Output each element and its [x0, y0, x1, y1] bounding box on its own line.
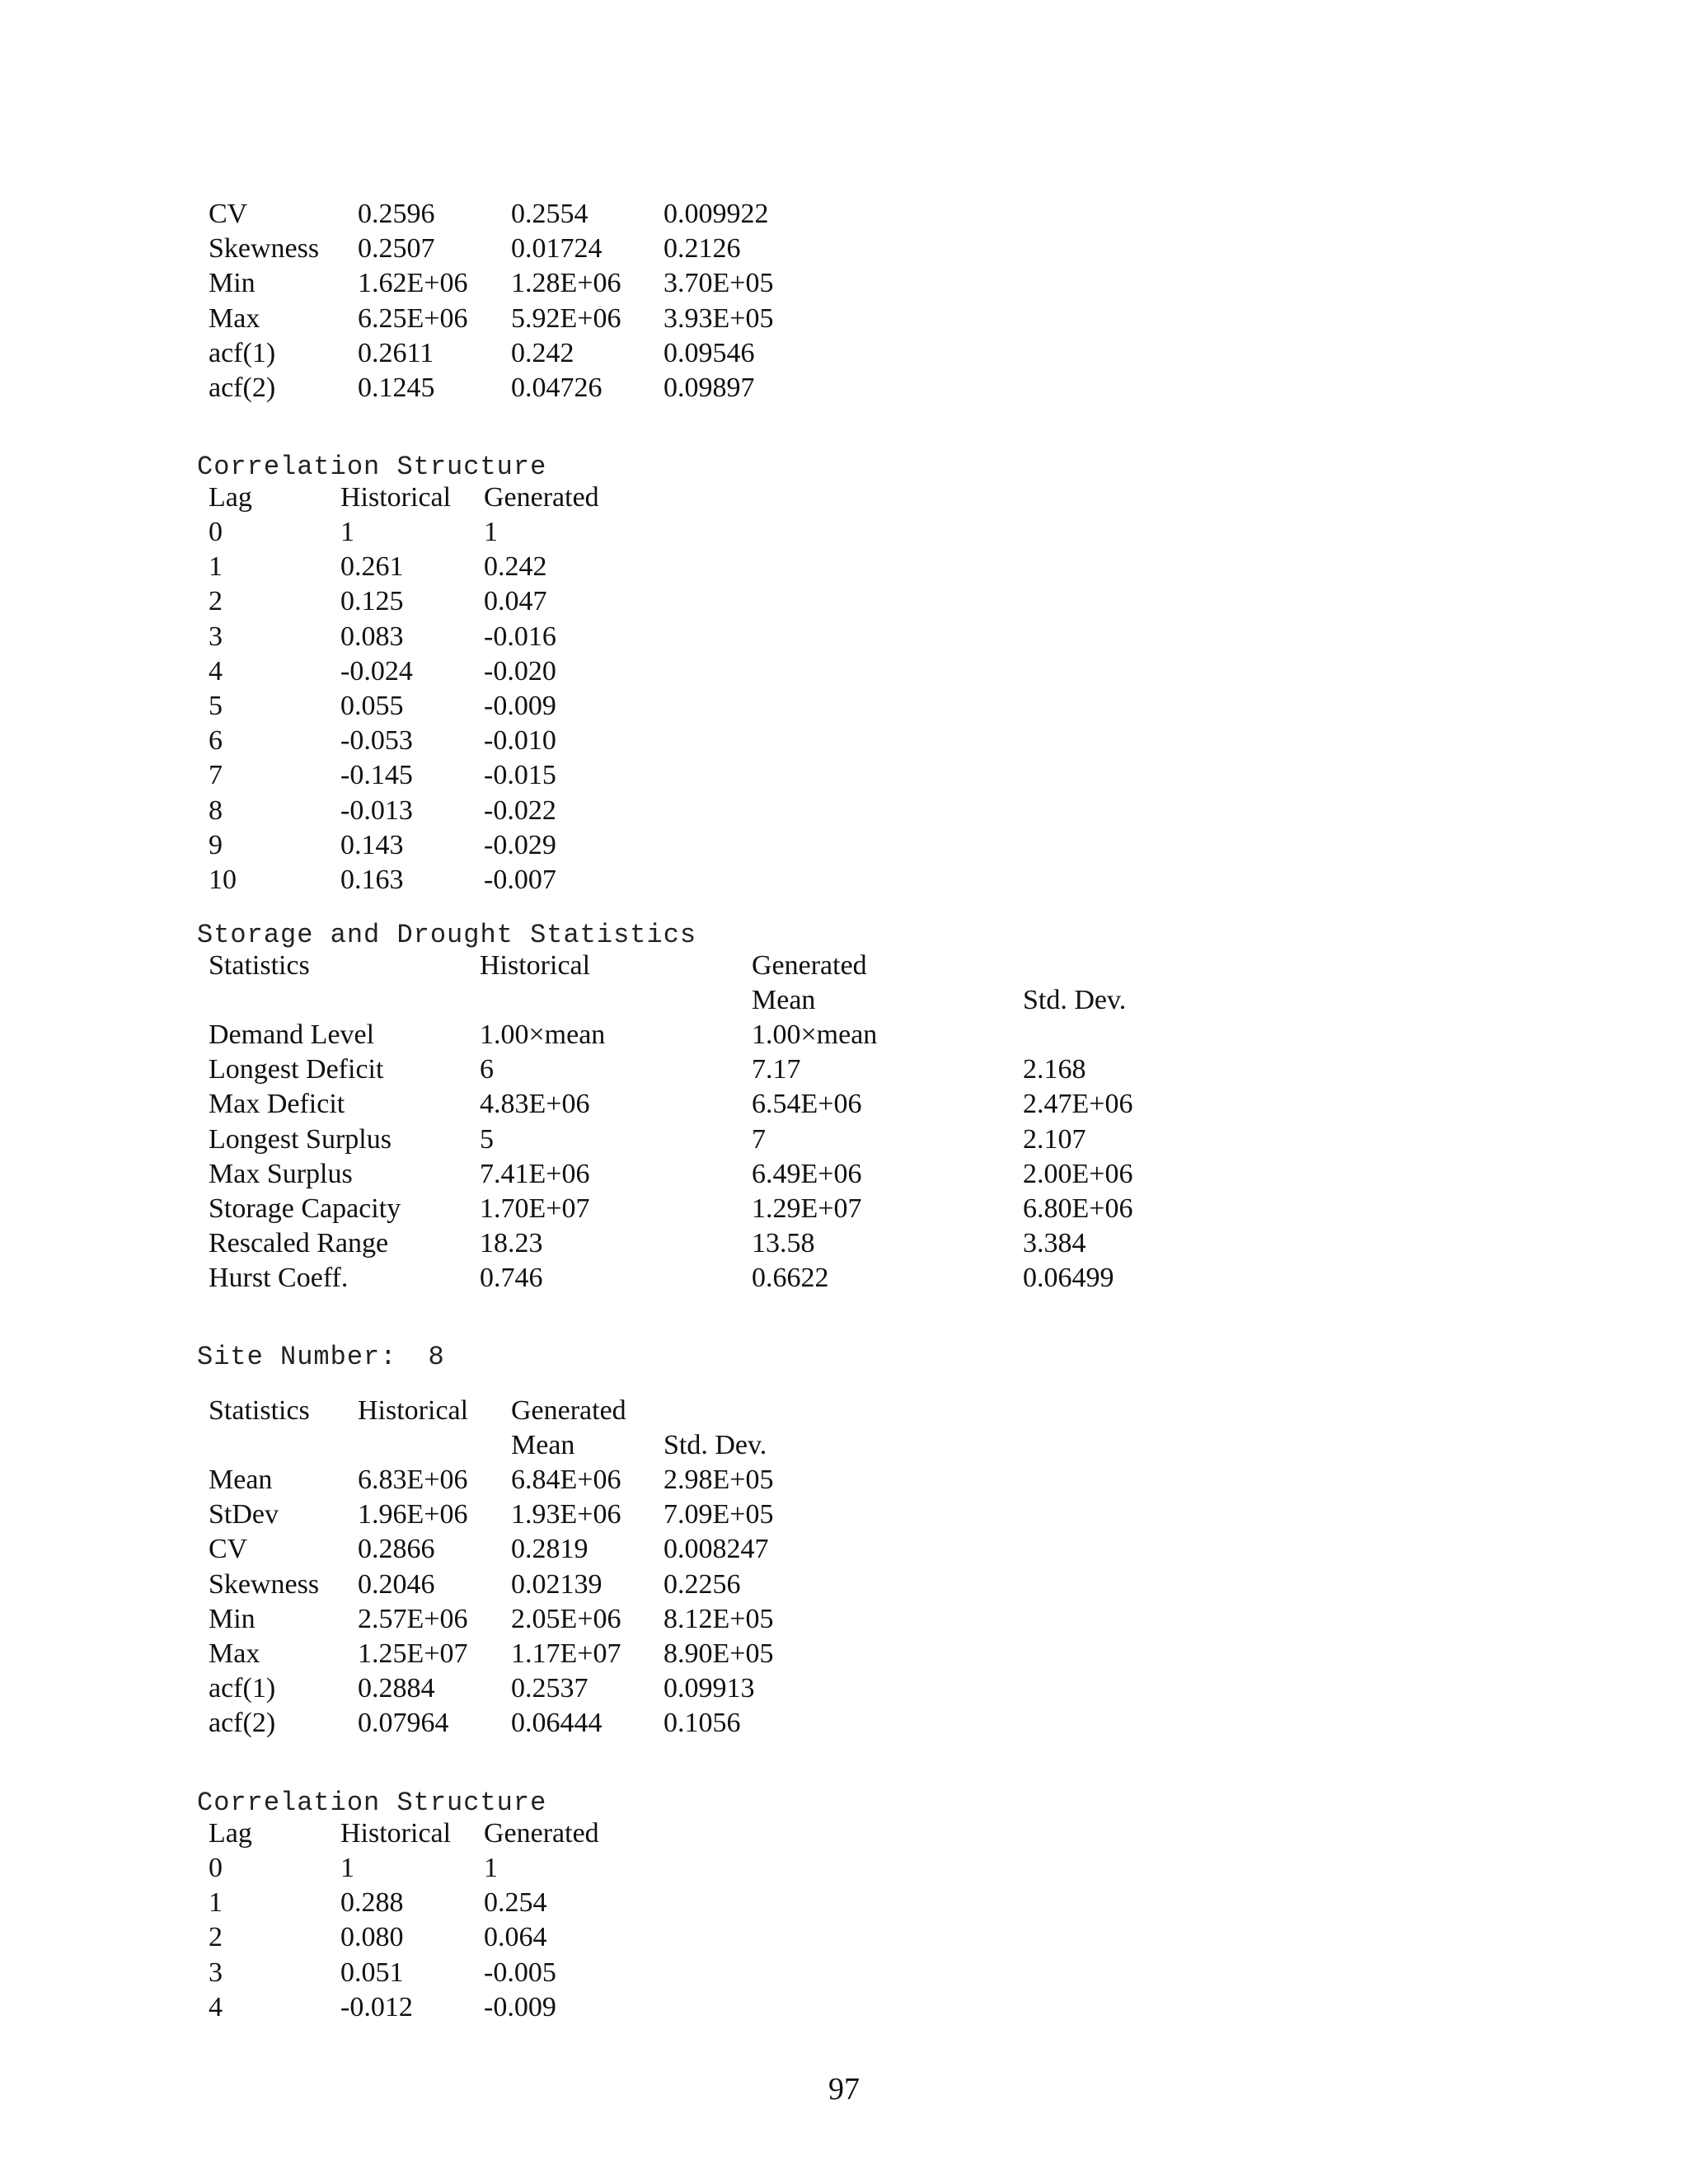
section-title-correlation-structure: Correlation Structure [197, 452, 547, 482]
table-cell: 8.12E+05 [663, 1603, 774, 1634]
table-cell: 0.2884 [358, 1673, 435, 1704]
table-cell: 0.2046 [358, 1568, 435, 1600]
table-cell: 6 [480, 1054, 494, 1085]
section-title-correlation-structure: Correlation Structure [197, 1788, 547, 1818]
table-cell: 4 [209, 655, 223, 687]
table-cell: Max [209, 302, 260, 334]
table-cell: 0.143 [340, 829, 404, 860]
table-cell: -0.015 [484, 760, 556, 791]
table-cell: Mean [511, 1430, 575, 1460]
table-cell: -0.053 [340, 725, 413, 757]
table-cell: 2.98E+05 [663, 1465, 774, 1495]
table-cell: 3 [209, 1957, 223, 1988]
table-cell: Mean [752, 985, 816, 1015]
table-cell: 0.6622 [752, 1263, 829, 1294]
table-cell: 0.288 [340, 1887, 404, 1919]
table-cell: Storage Capacity [209, 1193, 401, 1224]
table-cell: 3 [209, 621, 223, 652]
table-cell: -0.007 [484, 865, 556, 895]
table-cell: 0.080 [340, 1922, 404, 1953]
table-cell: 0.083 [340, 621, 404, 652]
section-title-storage-drought: Storage and Drought Statistics [197, 920, 697, 950]
table-cell: 3.70E+05 [663, 268, 774, 299]
table-cell: -0.013 [340, 794, 413, 826]
table-cell: 5 [209, 691, 223, 721]
table-cell: Skewness [209, 1568, 320, 1600]
table-cell: 6.25E+06 [358, 302, 468, 334]
table-cell: 1 [209, 551, 223, 583]
table-cell: 0.746 [480, 1263, 543, 1294]
table-cell: 0.261 [340, 551, 404, 583]
table-cell: -0.009 [484, 1991, 556, 2022]
table-cell: 0.254 [484, 1887, 547, 1919]
table-cell: Historical [340, 1818, 452, 1849]
table-cell: Mean [209, 1465, 273, 1495]
table-cell: 1.25E+07 [358, 1638, 468, 1669]
table-cell: Demand Level [209, 1019, 375, 1050]
table-cell: 6.84E+06 [511, 1465, 621, 1495]
table-cell: 2.00E+06 [1023, 1158, 1133, 1189]
table-cell: Generated [484, 1818, 599, 1849]
table-cell: Longest Surplus [209, 1123, 392, 1155]
table-cell: -0.145 [340, 760, 413, 791]
table-cell: 5 [480, 1123, 494, 1155]
table-cell: 7.17 [752, 1054, 801, 1085]
table-cell: 0.04726 [511, 373, 603, 403]
table-cell: -0.016 [484, 621, 556, 652]
table-cell: 2.57E+06 [358, 1603, 468, 1634]
table-cell: Rescaled Range [209, 1228, 389, 1259]
table-cell: Historical [480, 950, 591, 981]
table-cell: Std. Dev. [663, 1430, 767, 1460]
table-cell: Min [209, 1603, 256, 1634]
table-cell: 0.1245 [358, 373, 435, 403]
table-cell: 0.2126 [663, 233, 741, 265]
table-cell: 0.09897 [663, 373, 755, 403]
site-number-label: Site Number: [197, 1342, 397, 1372]
table-cell: Lag [209, 482, 252, 513]
table-cell: 1.29E+07 [752, 1193, 862, 1224]
table-cell: 1.70E+07 [480, 1193, 590, 1224]
table-cell: -0.010 [484, 725, 556, 757]
table-cell: 0.2554 [511, 199, 588, 229]
table-cell: Generated [484, 482, 599, 513]
table-cell: 0.06499 [1023, 1263, 1114, 1294]
table-cell: -0.005 [484, 1957, 556, 1988]
table-cell: 0.242 [511, 337, 574, 368]
table-cell: 1.00×mean [752, 1019, 878, 1050]
table-cell: CV [209, 1534, 248, 1565]
table-cell: -0.029 [484, 829, 556, 860]
table-cell: 6.49E+06 [752, 1158, 862, 1189]
table-cell: CV [209, 199, 248, 229]
table-cell: 2.168 [1023, 1054, 1086, 1085]
table-cell: 6.54E+06 [752, 1089, 862, 1120]
page-number: 97 [828, 2072, 860, 2107]
table-cell: 2 [209, 1922, 223, 1953]
table-cell: Statistics [209, 950, 310, 981]
table-cell: 2.05E+06 [511, 1603, 621, 1634]
table-cell: 1 [484, 517, 498, 547]
table-cell: Historical [358, 1395, 469, 1426]
table-cell: 0.055 [340, 691, 404, 721]
table-cell: acf(2) [209, 1708, 276, 1739]
table-cell: 0.2507 [358, 233, 435, 265]
site-number-value: 8 [428, 1342, 445, 1372]
table-cell: 2.107 [1023, 1123, 1086, 1155]
table-cell: 0 [209, 517, 223, 547]
table-cell: -0.009 [484, 691, 556, 721]
table-cell: acf(1) [209, 1673, 276, 1704]
table-cell: 1 [484, 1853, 498, 1883]
table-cell: 1 [209, 1887, 223, 1919]
table-cell: 4.83E+06 [480, 1089, 590, 1120]
table-cell: 0.1056 [663, 1708, 741, 1739]
table-cell: 0.02139 [511, 1568, 603, 1600]
table-cell: Historical [340, 482, 452, 513]
table-cell: 0.06444 [511, 1708, 603, 1739]
table-cell: 0.2819 [511, 1534, 588, 1565]
table-cell: 4 [209, 1991, 223, 2022]
table-cell: -0.020 [484, 655, 556, 687]
table-cell: 10 [209, 865, 237, 895]
table-cell: Skewness [209, 233, 320, 265]
table-cell: 0.01724 [511, 233, 603, 265]
table-cell: 1.62E+06 [358, 268, 468, 299]
table-cell: 0.047 [484, 586, 547, 617]
table-cell: 3.93E+05 [663, 302, 774, 334]
table-cell: 8 [209, 794, 223, 826]
table-cell: Statistics [209, 1395, 310, 1426]
table-cell: Longest Deficit [209, 1054, 384, 1085]
table-cell: Max Surplus [209, 1158, 353, 1189]
table-cell: 9 [209, 829, 223, 860]
table-cell: Hurst Coeff. [209, 1263, 349, 1294]
table-cell: StDev [209, 1499, 279, 1530]
table-cell: 7 [752, 1123, 766, 1155]
table-cell: 3.384 [1023, 1228, 1086, 1259]
table-cell: 6.83E+06 [358, 1465, 468, 1495]
table-cell: 0 [209, 1853, 223, 1883]
table-cell: 7.09E+05 [663, 1499, 774, 1530]
table-cell: 0.125 [340, 586, 404, 617]
table-cell: 6.80E+06 [1023, 1193, 1133, 1224]
table-cell: 5.92E+06 [511, 302, 621, 334]
table-cell: 0.163 [340, 865, 404, 895]
table-cell: 7.41E+06 [480, 1158, 590, 1189]
table-cell: 1 [340, 517, 354, 547]
table-cell: 8.90E+05 [663, 1638, 774, 1669]
table-cell: Generated [511, 1395, 626, 1426]
table-cell: 0.09913 [663, 1673, 755, 1704]
table-cell: 1.96E+06 [358, 1499, 468, 1530]
table-cell: Max [209, 1638, 260, 1669]
table-cell: 0.064 [484, 1922, 547, 1953]
table-cell: Generated [752, 950, 867, 981]
table-cell: 1.93E+06 [511, 1499, 621, 1530]
table-cell: 1.17E+07 [511, 1638, 621, 1669]
table-cell: Max Deficit [209, 1089, 345, 1120]
table-cell: 0.051 [340, 1957, 404, 1988]
table-cell: 0.2596 [358, 199, 435, 229]
table-cell: 0.242 [484, 551, 547, 583]
table-cell: 1.28E+06 [511, 268, 621, 299]
table-cell: 7 [209, 760, 223, 791]
table-cell: -0.022 [484, 794, 556, 826]
table-cell: -0.012 [340, 1991, 413, 2022]
table-cell: -0.024 [340, 655, 413, 687]
table-cell: 6 [209, 725, 223, 757]
table-cell: 1 [340, 1853, 354, 1883]
table-cell: 0.009922 [663, 199, 769, 229]
table-cell: 13.58 [752, 1228, 815, 1259]
table-cell: 0.008247 [663, 1534, 769, 1565]
table-cell: 0.07964 [358, 1708, 449, 1739]
site-number-heading [197, 1340, 445, 1375]
table-cell: 2.47E+06 [1023, 1089, 1133, 1120]
table-cell: Min [209, 268, 256, 299]
table-cell: 1.00×mean [480, 1019, 606, 1050]
table-cell: Std. Dev. [1023, 985, 1127, 1015]
table-cell: 0.2256 [663, 1568, 741, 1600]
table-cell: Lag [209, 1818, 252, 1849]
table-cell: 18.23 [480, 1228, 543, 1259]
table-cell: 0.2866 [358, 1534, 435, 1565]
table-cell: acf(2) [209, 373, 276, 403]
table-cell: 0.2611 [358, 337, 434, 368]
table-cell: 0.2537 [511, 1673, 588, 1704]
table-cell: 2 [209, 586, 223, 617]
table-cell: acf(1) [209, 337, 276, 368]
table-cell: 0.09546 [663, 337, 755, 368]
